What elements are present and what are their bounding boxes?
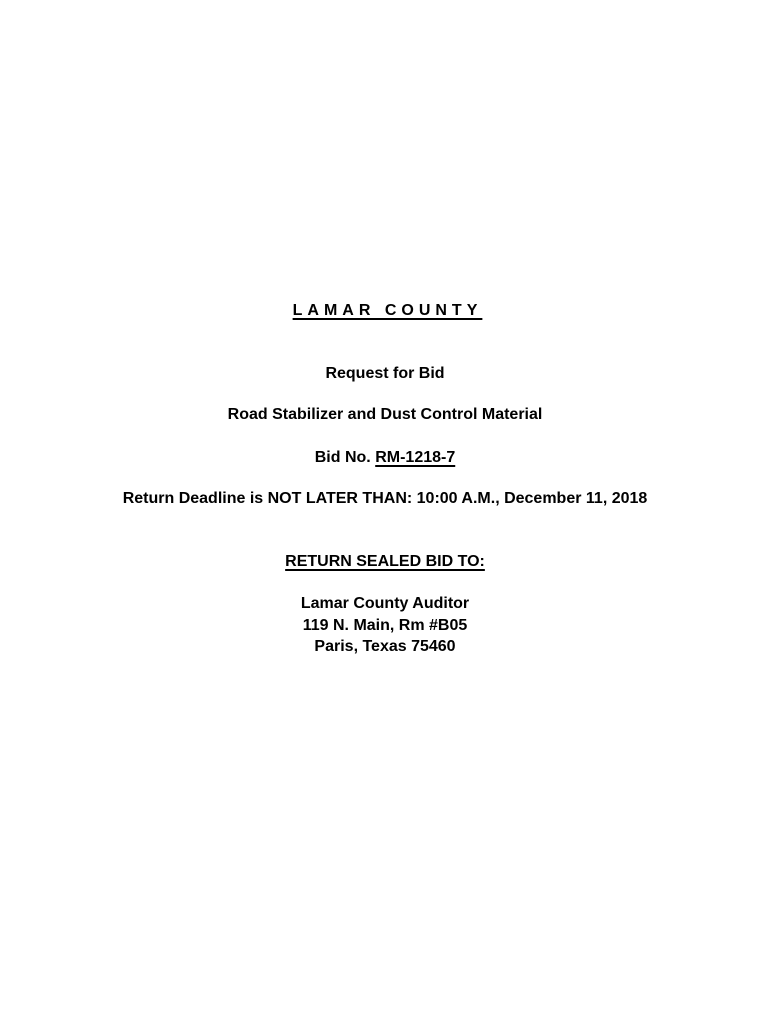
bid-number-line bbox=[0, 448, 770, 468]
return-deadline: Return Deadline is NOT LATER THAN: 10:00 A.M., December 11, 2018 bbox=[122, 490, 648, 507]
bid-number: RM-1218-7 bbox=[375, 449, 456, 466]
return-heading bbox=[0, 552, 770, 572]
request-title: Request for Bid bbox=[325, 365, 445, 382]
address-line-3: Paris, Texas 75460 bbox=[314, 638, 456, 655]
county-heading: LAMAR COUNTY bbox=[292, 302, 483, 319]
bid-number-label: Bid No. bbox=[314, 449, 371, 466]
material-title: Road Stabilizer and Dust Control Material bbox=[227, 406, 543, 423]
address-line-2: 119 N. Main, Rm #B05 bbox=[302, 617, 468, 634]
address-line-1: Lamar County Auditor bbox=[300, 595, 470, 612]
return-heading-text: RETURN SEALED BID TO: bbox=[285, 553, 485, 570]
